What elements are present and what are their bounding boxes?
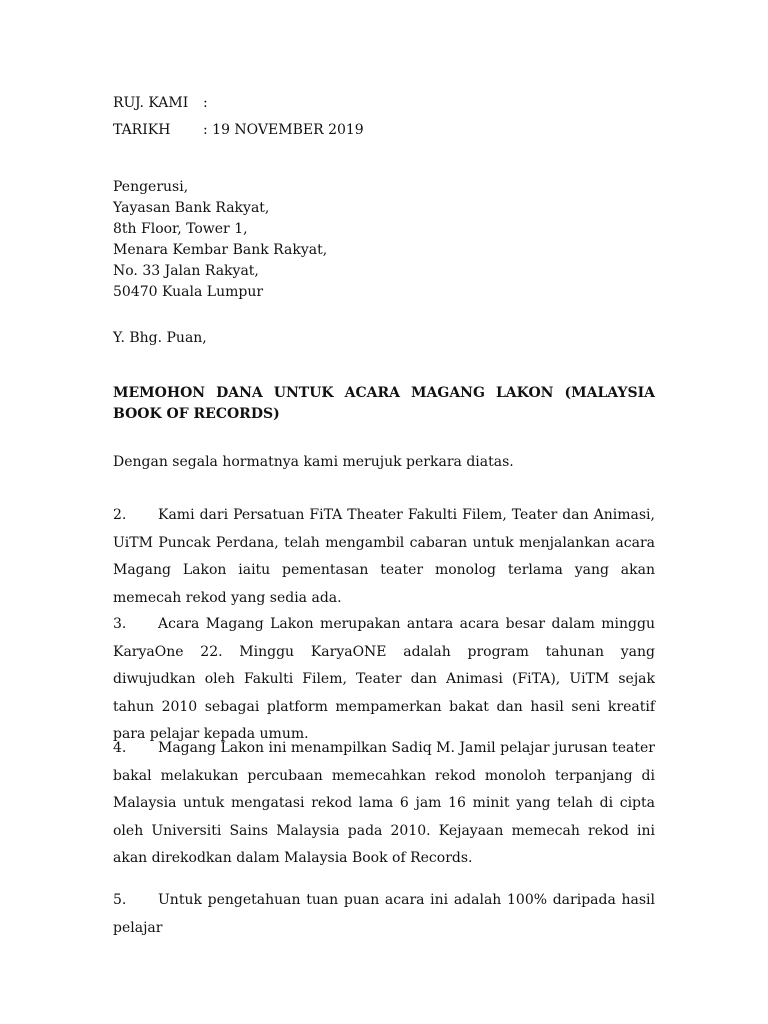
paragraph-number: 4. bbox=[113, 740, 127, 756]
address-line: Pengerusi, bbox=[113, 179, 189, 195]
address-line: Yayasan Bank Rakyat, bbox=[113, 200, 270, 216]
address-line: No. 33 Jalan Rakyat, bbox=[113, 263, 259, 279]
paragraph-text: Untuk pengetahuan tuan puan acara ini adalah 100% daripada hasil pelajar bbox=[113, 892, 655, 936]
paragraph-3 bbox=[113, 611, 655, 749]
paragraph-text: Magang Lakon ini menampilkan Sadiq M. Jamil pelajar jurusan teater bakal melakukan percubaan memecahkan rekod monoloh terpanjang di Malaysia untuk mengatasi rekod lama 6 jam 16 minit yang telah di cipta oleh Universiti Sains Malaysia pada 2010. Kejayaan memecah rekod ini akan direkodkan dalam Malaysia Book of Records. bbox=[113, 740, 655, 866]
reference-separator: : bbox=[203, 95, 208, 111]
paragraph-text: Acara Magang Lakon merupakan antara acara besar dalam minggu KaryaOne 22. Minggu KaryaONE adalah program tahunan yang diwujudkan oleh Fakulti Filem, Teater dan Animasi (FiTA), UiTM sejak tahun 2010 sebagai platform mempamerkan bakat dan hasil seni kreatif para pelajar kepada umum. bbox=[113, 616, 655, 742]
subject-heading: MEMOHON DANA UNTUK ACARA MAGANG LAKON (MALAYSIA BOOK OF RECORDS) bbox=[113, 385, 655, 422]
address-line: 8th Floor, Tower 1, bbox=[113, 221, 248, 237]
date-line bbox=[113, 121, 364, 139]
paragraph-text: Kami dari Persatuan FiTA Theater Fakulti Filem, Teater dan Animasi, UiTM Puncak Perdana, telah mengambil cabaran untuk menjalankan acara Magang Lakon iaitu pementasan teater monolog terlama yang akan memecah rekod yang sedia ada. bbox=[113, 507, 655, 606]
date-value: : 19 NOVEMBER 2019 bbox=[203, 122, 364, 138]
paragraph-5 bbox=[113, 887, 655, 942]
paragraph-number: 2. bbox=[113, 507, 127, 523]
salutation: Y. Bhg. Puan, bbox=[113, 330, 207, 346]
opening-sentence: Dengan segala hormatnya kami merujuk perkara diatas. bbox=[113, 454, 514, 470]
date-label: TARIKH bbox=[113, 122, 171, 138]
recipient-address bbox=[113, 177, 327, 303]
paragraph-number: 5. bbox=[113, 892, 127, 908]
reference-line bbox=[113, 94, 208, 112]
address-line: 50470 Kuala Lumpur bbox=[113, 284, 264, 300]
address-line: Menara Kembar Bank Rakyat, bbox=[113, 242, 328, 258]
paragraph-4 bbox=[113, 735, 655, 873]
paragraph-2 bbox=[113, 502, 655, 612]
paragraph-number: 3. bbox=[113, 616, 127, 632]
reference-label: RUJ. KAMI bbox=[113, 95, 189, 111]
